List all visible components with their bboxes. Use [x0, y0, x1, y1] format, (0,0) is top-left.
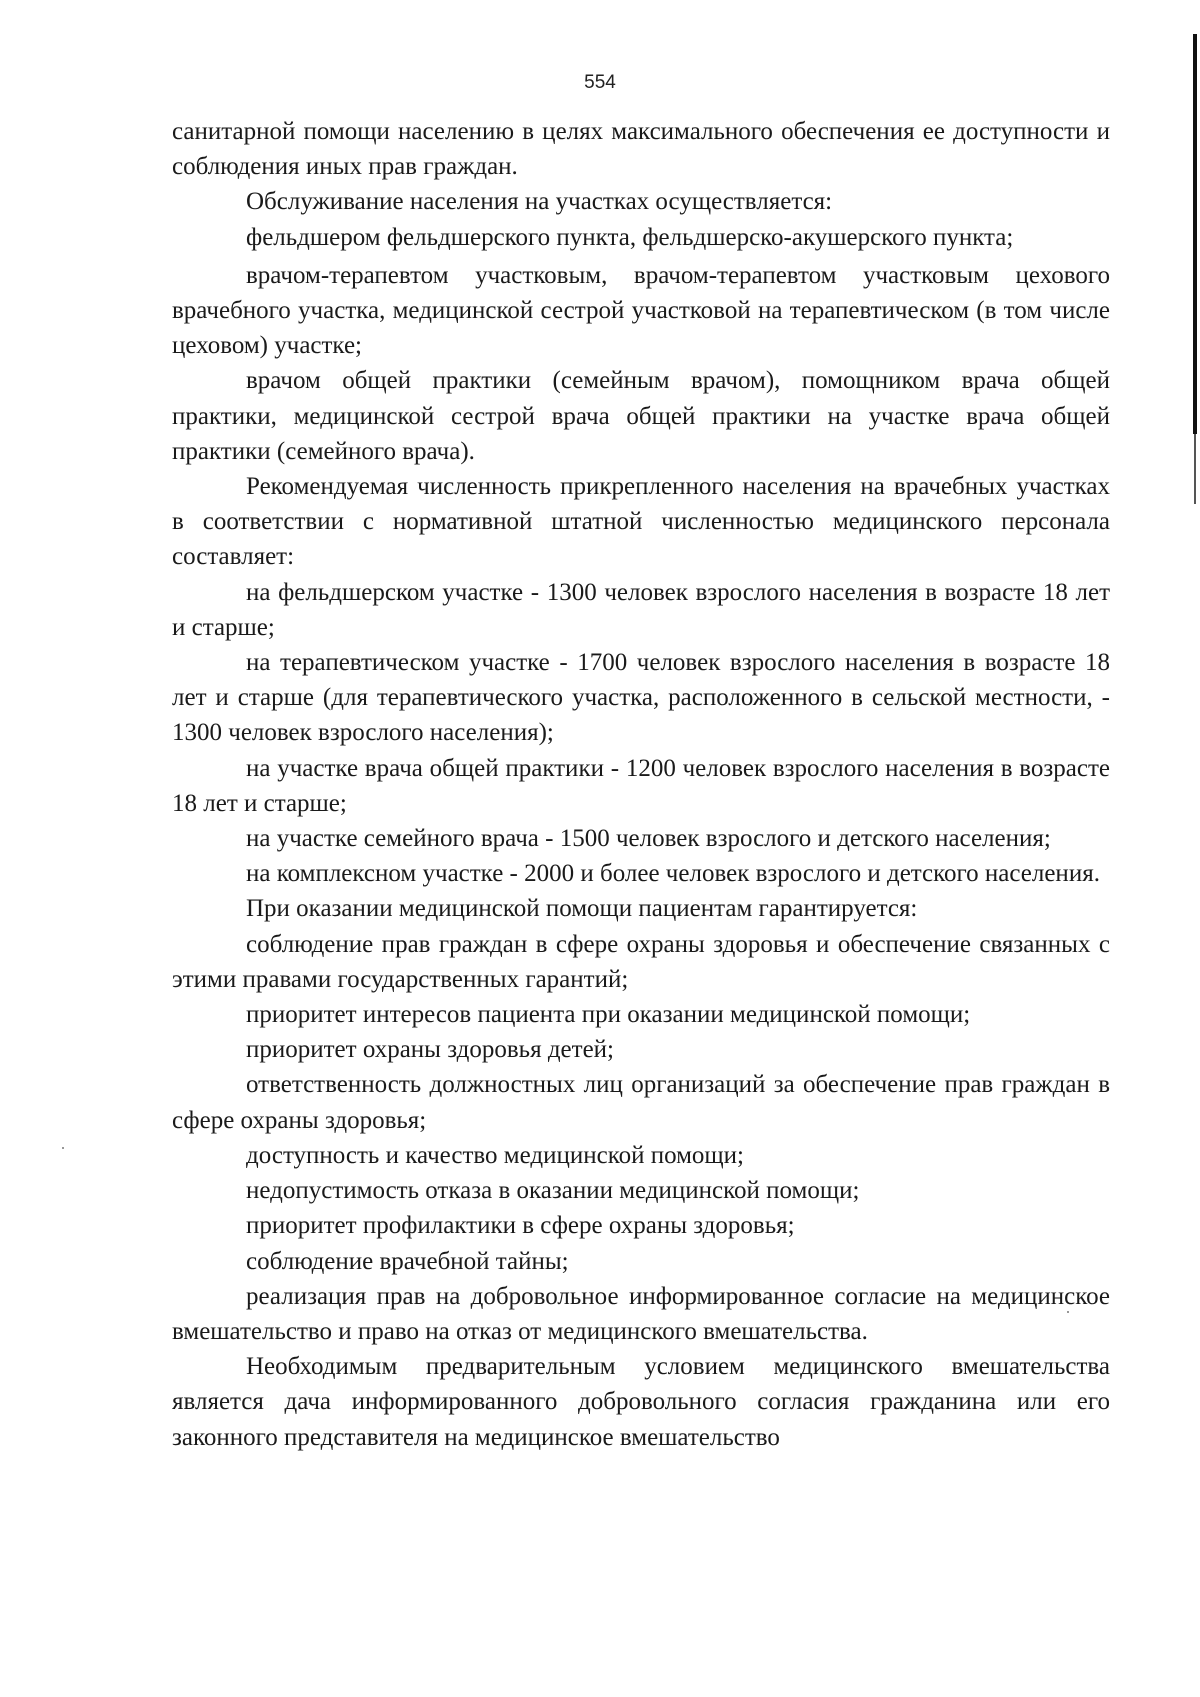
- list-item: ответственность должностных лиц организаций за обеспечение прав граждан в сфере охраны здоровья;: [172, 1071, 1110, 1134]
- list-item: доступность и качество медицинской помощи;: [246, 1141, 744, 1169]
- document-body: [172, 114, 1110, 1455]
- list-item: реализация прав на добровольное информированное согласие на медицинское вмешательство и право на отказ от медицинского вмешательства.: [172, 1282, 1110, 1345]
- paragraph: Обслуживание населения на участках осуществляется:: [246, 188, 833, 216]
- list-item: на участке семейного врача - 1500 человек взрослого и детского населения;: [246, 825, 1051, 853]
- paragraph: Рекомендуемая численность прикрепленного населения на врачебных участках в соответствии с нормативной штатной численностью медицинского персонала составляет:: [172, 473, 1110, 571]
- scan-speck: [62, 1147, 64, 1149]
- scan-edge-mark: [1193, 34, 1197, 434]
- list-item: приоритет профилактики в сфере охраны здоровья;: [246, 1212, 795, 1240]
- list-item: фельдшером фельдшерского пункта, фельдшерско-акушерского пункта;: [246, 223, 1014, 251]
- list-item: на фельдшерском участке - 1300 человек взрослого населения в возрасте 18 лет и старше;: [172, 578, 1110, 641]
- paragraph: санитарной помощи населению в целях максимального обеспечения ее доступности и соблюдения иных прав граждан.: [172, 118, 1110, 181]
- scan-edge-mark-lower: [1194, 434, 1196, 504]
- paragraph: При оказании медицинской помощи пациентам гарантируется:: [246, 895, 918, 923]
- page-number: 554: [584, 72, 616, 93]
- list-item: соблюдение прав граждан в сфере охраны здоровья и обеспечение связанных с этими правами государственных гарантий;: [172, 930, 1110, 993]
- list-item: соблюдение врачебной тайны;: [246, 1247, 569, 1275]
- list-item: на терапевтическом участке - 1700 человек взрослого населения в возрасте 18 лет и старше (для терапевтического участка, расположенного в сельской местности, - 1300 человек взрослого населения);: [172, 649, 1110, 747]
- list-item: врачом общей практики (семейным врачом), помощником врача общей практики, медицинской сестрой врача общей практики на участке врача общей практики (семейного врача).: [172, 367, 1110, 465]
- list-item: недопустимость отказа в оказании медицинской помощи;: [246, 1177, 860, 1205]
- list-item: на комплексном участке - 2000 и более человек взрослого и детского населения.: [246, 860, 1100, 888]
- list-item: врачом-терапевтом участковым, врачом-терапевтом участковым цехового врачебного участка, медицинской сестрой участковой на терапевтическом (в том числе цеховом) участке;: [172, 261, 1110, 360]
- list-item: на участке врача общей практики - 1200 человек взрослого населения в возрасте 18 лет и старше;: [172, 754, 1110, 817]
- paragraph: Необходимым предварительным условием медицинского вмешательства является дача информированного добровольного согласия гражданина или его законного представителя на медицинское вмешательство: [172, 1353, 1110, 1451]
- list-item: приоритет охраны здоровья детей;: [246, 1036, 614, 1064]
- list-item: приоритет интересов пациента при оказании медицинской помощи;: [246, 1001, 971, 1029]
